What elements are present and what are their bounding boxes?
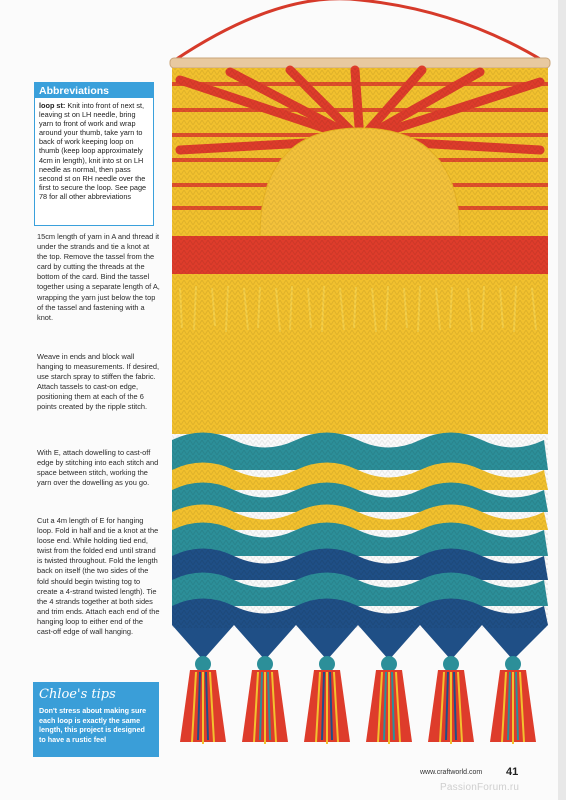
tips-box xyxy=(33,682,159,757)
tips-title: Chloe's tips xyxy=(39,687,116,702)
page-number: 41 xyxy=(506,766,519,778)
abbreviations-box xyxy=(34,82,154,226)
abbreviations-heading: Abbreviations xyxy=(35,83,153,98)
hanging-cord xyxy=(175,0,545,62)
tassels xyxy=(180,656,536,744)
tassel-5 xyxy=(428,656,474,744)
wall-hanging-photo xyxy=(160,0,560,770)
tassel-3 xyxy=(304,656,350,744)
abbreviations-body xyxy=(35,98,153,204)
tips-text: Don't stress about making sure each loop is exactly the same length, this project is designed to have a rustic feel xyxy=(39,706,147,744)
watermark: PassionForum.ru xyxy=(440,782,520,793)
instructions-para-2: Weave in ends and block wall hanging to measurements. If desired, use starch spray to stiffen the fabric. Attach tassels to cast-on edge, positioning them at each of the 6 points created by the ripple stitch. xyxy=(37,352,160,412)
tassel-6 xyxy=(490,656,536,744)
tassel-1 xyxy=(180,656,226,744)
instructions-para-4: Cut a 4m length of E for hanging loop. Fold in half and tie a knot at the loose end. While holding tied end, twist from the folded end until strand is twisted throughout. Fold the length back on itself (the two sides of the fold should begin twisting tog to create a 4-strand twisted length). Tie the 4 strands together at both sides and trim ends. Attach each end of the hanging loop to either end of the cast-off edge of wall hanging. xyxy=(37,516,160,637)
dowel xyxy=(170,58,550,68)
abbreviation-term: loop st: xyxy=(39,101,66,110)
footer-url: www.craftworld.com xyxy=(420,769,483,776)
instructions-para-1: 15cm length of yarn in A and thread it under the strands and tie a knot at the top. Remove the tassel from the card by cutting the threads at the bottom of the card. Bind the tassel together using a separate length of A, wrapping the yarn just below the top of the tassel and fastening with a knot. xyxy=(37,232,160,322)
tassel-2 xyxy=(242,656,288,744)
tassel-4 xyxy=(366,656,412,744)
abbreviation-definition: Knit into front of next st, leaving st on LH needle, bring yarn to front of work and wrap around your thumb, take yarn to back of work keeping loop on thumb (keep loop approximately 4cm in length), knit into st on LH needle as normal, then pass second st on RH needle over the first to secure the loop. See page 78 for all other abbreviations xyxy=(39,101,147,201)
instructions-para-3: With E, attach dowelling to cast-off edge by stitching into each stitch and space between stitch, working the yarn over the dowelling as you go. xyxy=(37,448,159,488)
